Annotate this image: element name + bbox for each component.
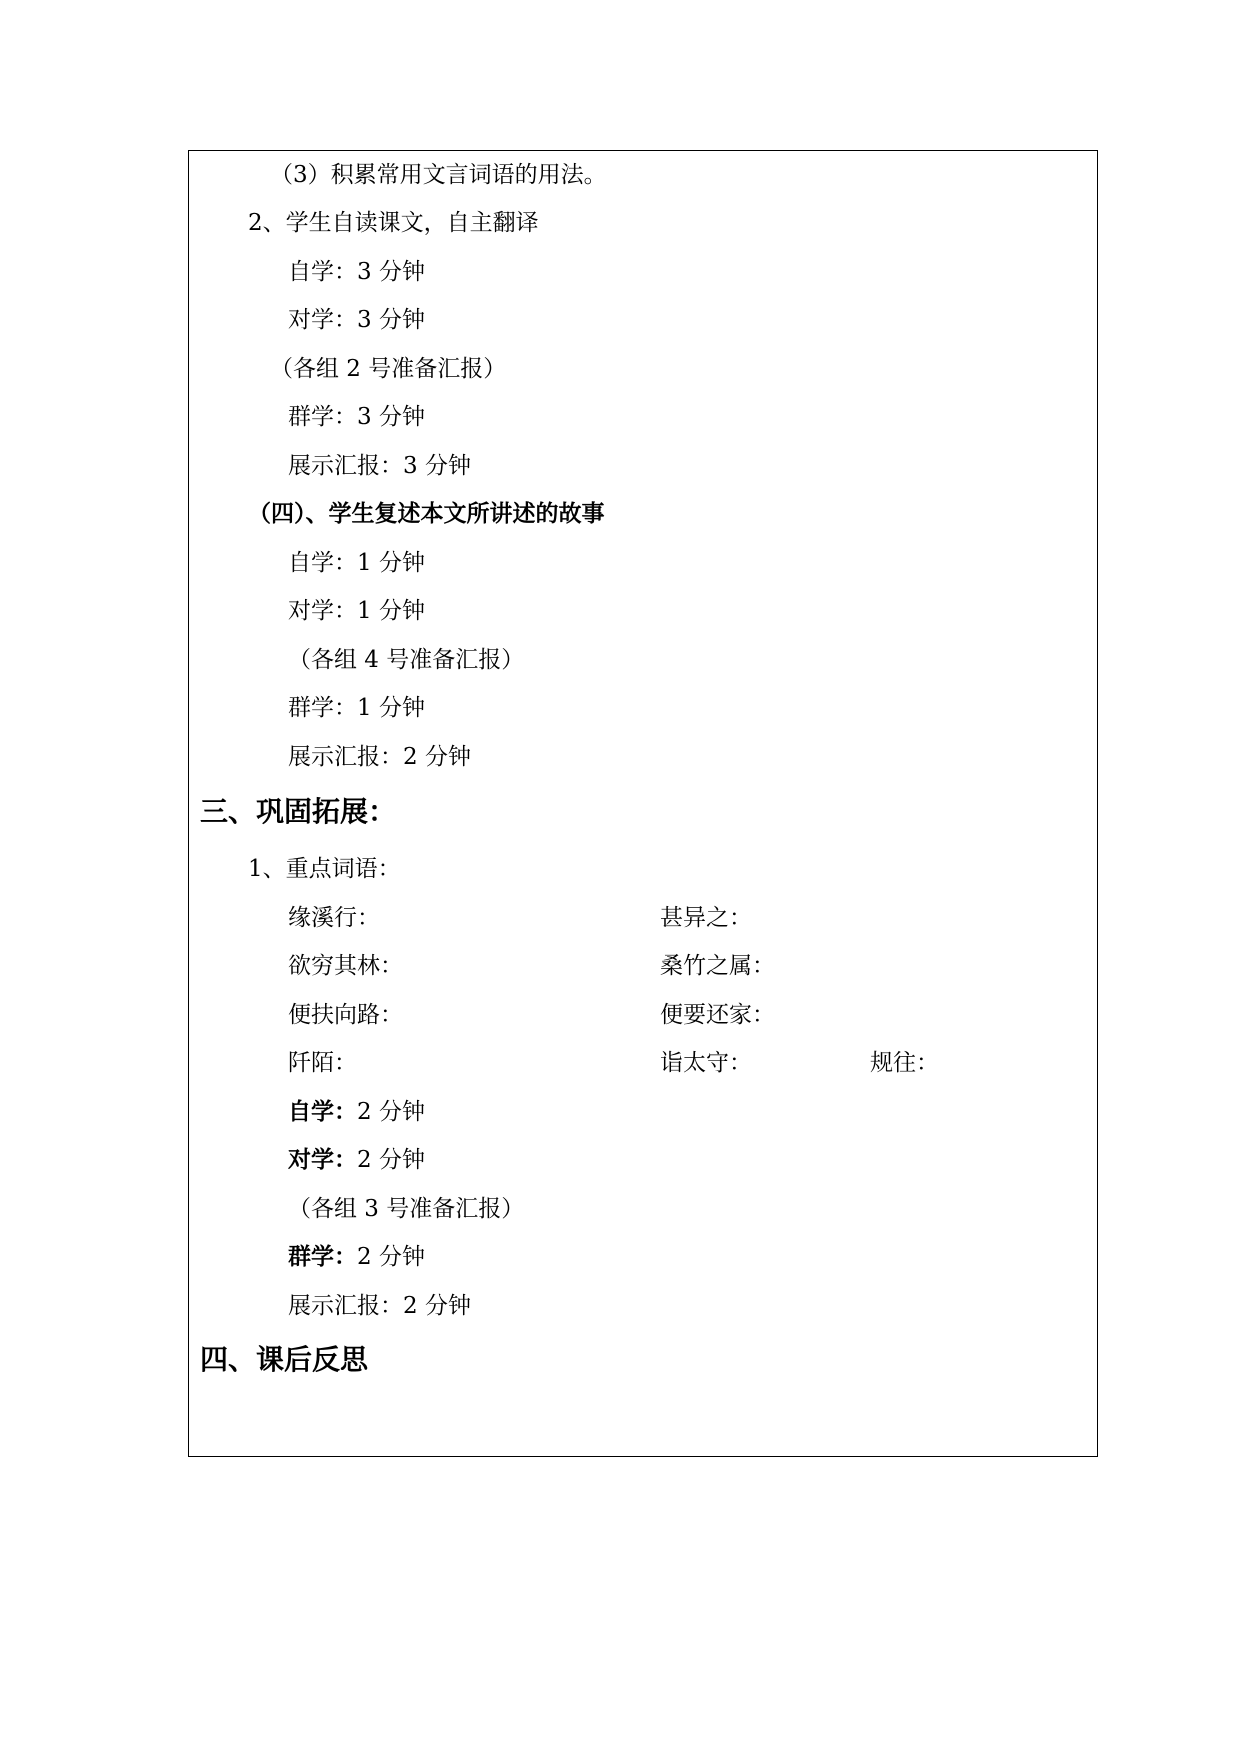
step-label: 展示汇报： [288,1293,403,1319]
vocab-item: 阡陌： [288,1050,357,1076]
presentation-time: 展示汇报：3 分钟 [288,453,471,479]
step-group-study [288,1242,425,1272]
step-value: 2 分钟 [357,1147,425,1173]
group-study-time-2: 群学：1 分钟 [288,695,425,721]
step-label: 群学： [288,1243,357,1270]
vocab-item: 桑竹之属： [660,953,775,979]
vocab-item: 便扶向路： [288,1002,403,1028]
vocab-item: 诣太守： [660,1050,752,1076]
step-self-study [288,1097,425,1127]
group-study-time: 群学：3 分钟 [288,404,425,430]
step-value: 2 分钟 [403,1293,471,1319]
step-value: 2 分钟 [357,1244,425,1270]
vocab-item: 便要还家： [660,1002,775,1028]
group-3-report-note: （各组 3 号准备汇报） [288,1196,525,1222]
vocab-item: 甚异之： [660,905,752,931]
vocab-item: 规往： [870,1050,939,1076]
vocab-item: 欲穷其林： [288,953,403,979]
step-value: 2 分钟 [357,1099,425,1125]
group-4-report-note: （各组 4 号准备汇报） [288,647,525,673]
section-4-heading: 四、课后反思 [200,1343,369,1376]
part-4-heading: （四）、学生复述本文所讲述的故事 [248,500,605,527]
step-2-heading: 2、学生自读课文，自主翻译 [248,210,539,236]
objective-line-3: （3）积累常用文言词语的用法。 [270,162,607,188]
pair-study-time-2: 对学：1 分钟 [288,598,425,624]
section-3-heading: 三、巩固拓展： [200,795,397,828]
vocab-item: 缘溪行： [288,905,380,931]
self-study-time-2: 自学：1 分钟 [288,550,425,576]
step-pair-study [288,1145,425,1175]
step-label: 对学： [288,1146,357,1173]
self-study-time: 自学：3 分钟 [288,259,425,285]
group-2-report-note: （各组 2 号准备汇报） [270,356,507,382]
step-presentation [288,1291,471,1321]
key-words-heading: 1、重点词语： [248,856,401,882]
presentation-time-2: 展示汇报：2 分钟 [288,744,471,770]
step-label: 自学： [288,1098,357,1125]
pair-study-time: 对学：3 分钟 [288,307,425,333]
